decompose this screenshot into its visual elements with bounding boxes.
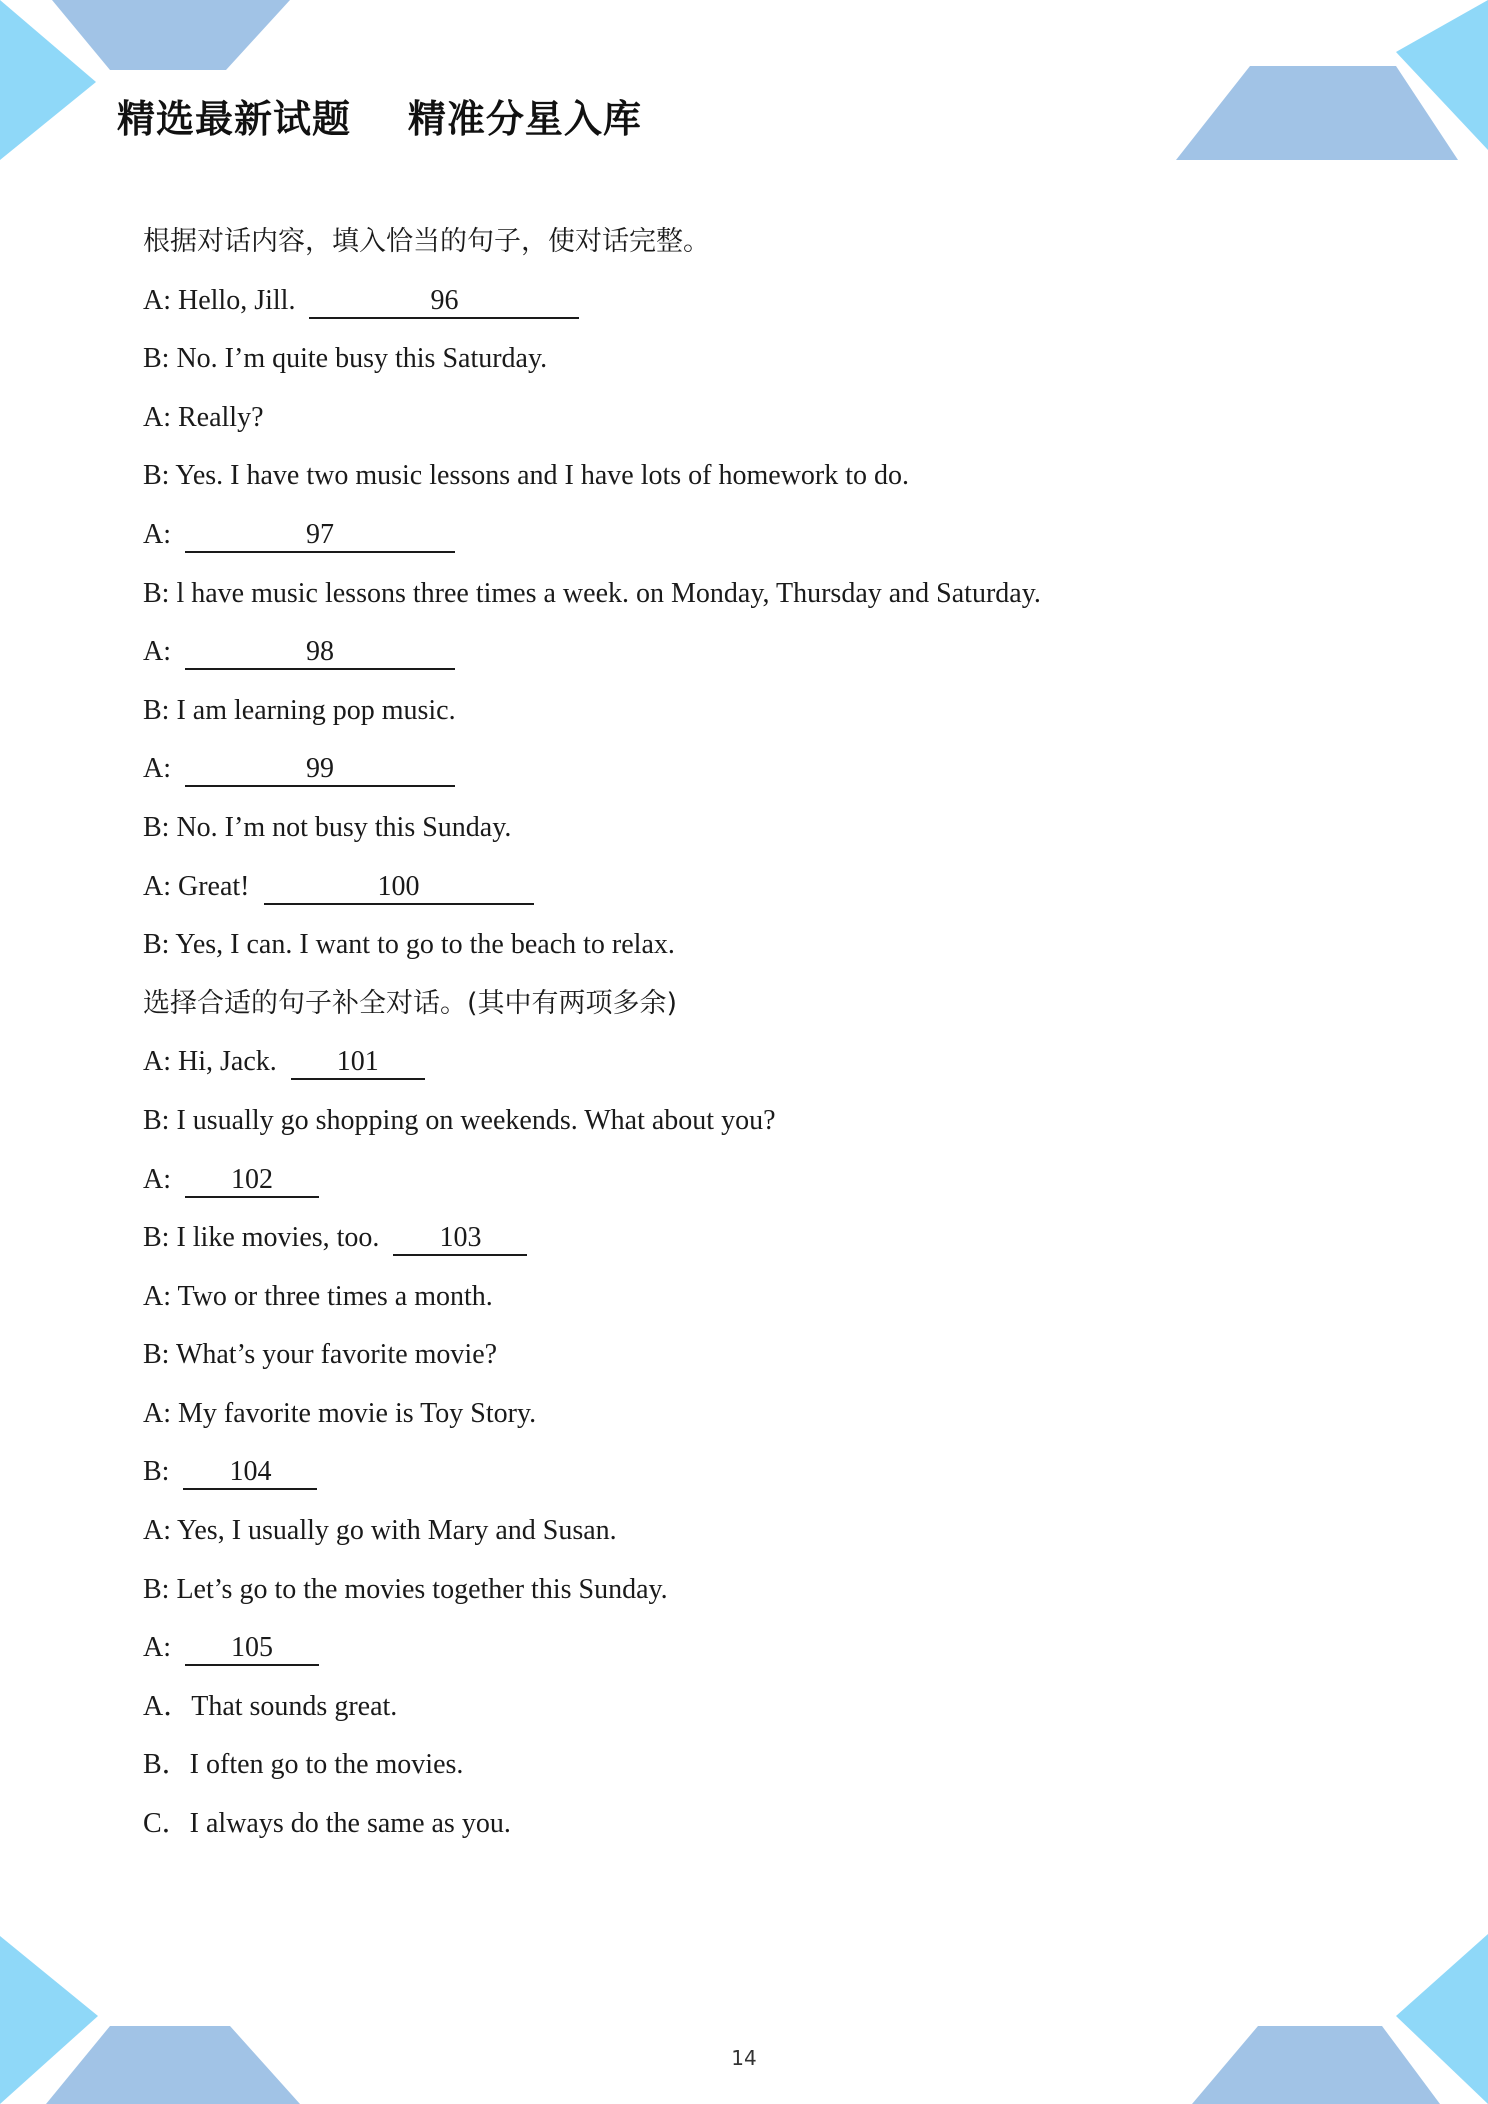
- line-text: B: I like movies, too.: [143, 1222, 380, 1254]
- line-text: A: Hello, Jill.: [143, 284, 296, 316]
- dialogue-line: [143, 1160, 1363, 1219]
- page-number: 14: [731, 2046, 757, 2070]
- dialogue-line: B: l have music lessons three times a week. on Monday, Thursday and Saturday.: [143, 577, 1041, 609]
- instruction-text: 选择合适的句子补全对话。(其中有两项多余): [143, 987, 678, 1019]
- line-text: A:: [143, 518, 171, 550]
- answer-blank-105: 105: [185, 1632, 319, 1666]
- line-text: A:: [143, 636, 171, 668]
- corner-trapezoid-top-left: [52, 0, 290, 70]
- dialogue-line: [143, 515, 1363, 574]
- answer-blank-97: 97: [185, 519, 455, 553]
- dialogue-line: B: I usually go shopping on weekends. What about you?: [143, 1104, 776, 1136]
- option-c: C．I always do the same as you.: [143, 1808, 511, 1840]
- answer-blank-98: 98: [185, 636, 455, 670]
- line-text: A:: [143, 1632, 171, 1664]
- dialogue-line: [143, 1628, 1363, 1687]
- answer-blank-104: 104: [183, 1456, 317, 1490]
- dialogue-line: A: Two or three times a month.: [143, 1280, 493, 1312]
- exercise-content: [143, 222, 1363, 1863]
- line-text: B:: [143, 1456, 170, 1488]
- answer-blank-100: 100: [264, 871, 534, 905]
- option-a: A．That sounds great.: [143, 1690, 398, 1722]
- dialogue-line: A: Really?: [143, 401, 264, 433]
- dialogue-line: B: No. I’m quite busy this Saturday.: [143, 343, 548, 375]
- dialogue-line: B: Yes. I have two music lessons and I have lots of homework to do.: [143, 460, 910, 492]
- dialogue-line: [143, 1042, 1363, 1101]
- corner-trapezoid-top-right: [1176, 66, 1458, 160]
- dialogue-line: B: Yes, I can. I want to go to the beach to relax.: [143, 929, 675, 961]
- section2-instruction: [143, 984, 1363, 1043]
- line-text: A:: [143, 753, 171, 785]
- line-text: A: Great!: [143, 870, 250, 902]
- dialogue-line: A: Yes, I usually go with Mary and Susan.: [143, 1515, 617, 1547]
- dialogue-line: B: What’s your favorite movie?: [143, 1339, 498, 1371]
- dialogue-line: [143, 1452, 1363, 1511]
- page-title: 精选最新试题 精准分星入库: [117, 97, 642, 141]
- dialogue-line: [143, 281, 1363, 340]
- answer-blank-101: 101: [291, 1046, 425, 1080]
- instruction-text: 根据对话内容，填入恰当的句子，使对话完整。: [143, 226, 710, 257]
- line-text: A: Hi, Jack.: [143, 1046, 277, 1078]
- dialogue-line: B: I am learning pop music.: [143, 694, 456, 726]
- answer-blank-96: 96: [309, 285, 579, 319]
- answer-blank-103: 103: [393, 1222, 527, 1256]
- dialogue-line: [143, 867, 1363, 926]
- dialogue-line: [143, 1218, 1363, 1277]
- dialogue-line: B: No. I’m not busy this Sunday.: [143, 811, 512, 843]
- dialogue-line: [143, 632, 1363, 691]
- line-text: A:: [143, 1163, 171, 1195]
- dialogue-line: B: Let’s go to the movies together this Sunday.: [143, 1573, 668, 1605]
- dialogue-line: [143, 749, 1363, 808]
- option-b: B．I often go to the movies.: [143, 1749, 464, 1781]
- dialogue-line: A: My favorite movie is Toy Story.: [143, 1397, 537, 1429]
- answer-blank-99: 99: [185, 753, 455, 787]
- answer-blank-102: 102: [185, 1164, 319, 1198]
- section1-instruction: [143, 222, 1363, 281]
